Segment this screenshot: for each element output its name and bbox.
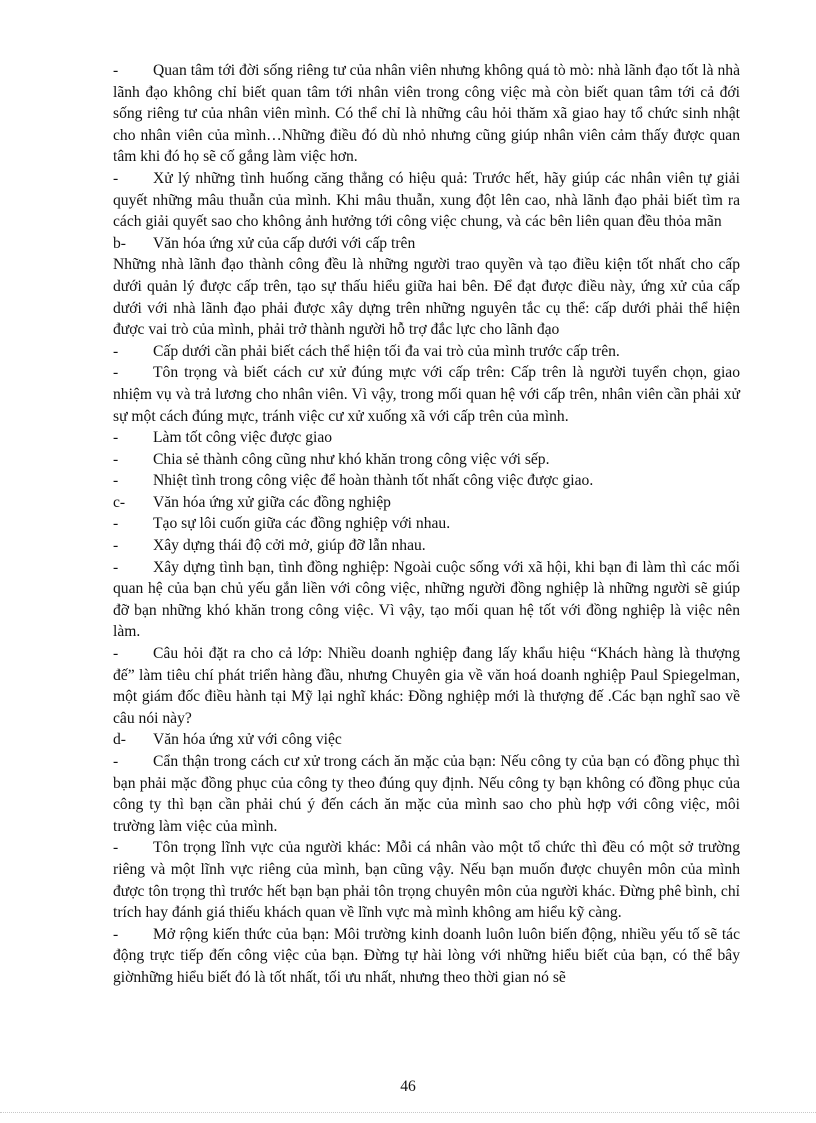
list-marker: - xyxy=(113,558,119,576)
list-marker: - xyxy=(113,472,119,490)
list-marker: - xyxy=(113,342,119,360)
paragraph-text: Xây dựng thái độ cởi mở, giúp đỡ lẫn nhau. xyxy=(153,537,426,555)
paragraph-text: Chia sẻ thành công cũng như khó khăn trong công việc với sếp. xyxy=(153,450,550,468)
list-marker: - xyxy=(113,753,119,770)
page-number: 46 xyxy=(400,1078,416,1095)
paragraph-text: Văn hóa ứng xử của cấp dưới với cấp trên xyxy=(153,234,416,252)
list-item xyxy=(113,60,740,168)
list-item xyxy=(113,341,740,363)
paragraph-text: Nhiệt tình trong công việc để hoàn thành tốt nhất công việc được giao. xyxy=(153,472,594,490)
list-item xyxy=(113,168,740,233)
list-marker: - xyxy=(113,515,119,533)
list-marker: - xyxy=(113,450,119,468)
paragraph-text: Câu hỏi đặt ra cho cả lớp: Nhiều doanh nghiệp đang lấy khẩu hiệu “Khách hàng là thượng đế” làm tiêu chí phát triển hàng đầu, nhưng Chuyên gia về văn hoá doanh nghiệp Paul Spiegelman, một giám đốc điều hành tại Mỹ lại nghĩ khác: Đồng nghiệp mới là thượng đế .Các bạn nghĩ sao về câu nói này? xyxy=(113,645,740,727)
paragraph-text: Cẩn thận trong cách cư xử trong cách ăn mặc của bạn: Nếu công ty của bạn có đồng phục thì bạn phải mặc đồng phục của công ty theo đúng quy định. Nếu công ty bạn không có đồng phục của công ty thì bạn cần phải chú ý đến cách ăn mặc của mình sao cho phù hợp với công việc, môi trường làm việc của mình. xyxy=(113,753,740,835)
list-item xyxy=(113,643,740,729)
list-marker: c- xyxy=(113,493,126,511)
list-marker: - xyxy=(113,839,119,857)
paragraph xyxy=(113,254,740,340)
paragraph-text: Làm tốt công việc được giao xyxy=(153,429,333,447)
paragraph-text: Văn hóa ứng xử với công việc xyxy=(153,731,342,749)
paragraph-text: Xử lý những tình huống căng thẳng có hiệu quả: Trước hết, hãy giúp các nhân viên tự giải quyết những mâu thuẫn của mình. Khi mâu thuẫn, xung đột lên cao, nhà lãnh đạo phải biết tìm ra cách giải quyết sao cho không ảnh hưởng tới công việc chung, và các bên liên quan đều thỏa mãn xyxy=(113,169,740,231)
list-marker: - xyxy=(113,364,119,382)
list-item xyxy=(113,362,740,427)
list-item xyxy=(113,470,740,492)
paragraph-text: Tạo sự lôi cuốn giữa các đồng nghiệp với nhau. xyxy=(153,515,451,533)
page-body xyxy=(113,60,740,989)
page-bottom-border xyxy=(0,1112,816,1113)
paragraph-text: Văn hóa ứng xử giữa các đồng nghiệp xyxy=(153,493,391,511)
paragraph-text: Xây dựng tình bạn, tình đồng nghiệp: Ngoài cuộc sống với xã hội, khi bạn đi làm thì các mối quan hệ của bạn chủ yếu gắn liền với công việc, những người đồng nghiệp là những người sẽ giúp đỡ bạn những khó khăn trong công việc. Vì vậy, tạo mối quan hệ tốt với đồng nghiệp là việc nên làm. xyxy=(113,558,740,641)
list-item xyxy=(113,233,740,255)
paragraph-text: Cấp dưới cần phải biết cách thể hiện tối đa vai trò của mình trước cấp trên. xyxy=(153,342,620,360)
list-marker: - xyxy=(113,925,119,943)
list-marker: d- xyxy=(113,731,126,749)
list-item xyxy=(113,924,740,989)
paragraph-text: Quan tâm tới đời sống riêng tư của nhân viên nhưng không quá tò mò: nhà lãnh đạo tốt là nhà lãnh đạo không chỉ biết quan tâm tới nhân viên trong công việc mà còn biết quan tâm tới cả đới sống riêng tư của nhân viên mình. Có thể chỉ là những câu hỏi thăm xã giao hay tổ chức sinh nhật cho nhân viên của mình…Những điều đó dù nhỏ nhưng cũng giúp nhân viên cảm thấy được quan tâm khi đó họ sẽ cố gắng làm việc hơn. xyxy=(113,62,740,166)
list-marker: - xyxy=(113,62,119,79)
list-item xyxy=(113,557,740,643)
list-item xyxy=(113,449,740,471)
list-marker: - xyxy=(113,645,119,663)
list-marker: - xyxy=(113,169,119,187)
paragraph-text: Mở rộng kiến thức của bạn: Môi trường kinh doanh luôn luôn biến động, nhiều yếu tố sẽ tác động trực tiếp đến công việc của bạn. Đừng tự hài lòng với những hiểu biết của bạn, có thể bây giờnhững hiểu biết đó là tốt nhất, tối ưu nhất, nhưng theo thời gian nó sẽ xyxy=(113,925,740,986)
list-item xyxy=(113,427,740,449)
list-marker: - xyxy=(113,429,119,447)
list-item xyxy=(113,513,740,535)
paragraph-text: Tôn trọng và biết cách cư xử đúng mực với cấp trên: Cấp trên là người tuyển chọn, giao nhiệm vụ và trả lương cho nhân viên. Vì vậy, trong mối quan hệ với cấp trên, nhân viên cần phải xử sự một cách đúng mực, tránh việc cư xử xuống xã với cấp trên của mình. xyxy=(113,364,740,425)
list-item xyxy=(113,751,740,837)
paragraph-text: Tôn trọng lĩnh vực của người khác: Mỗi cá nhân vào một tổ chức thì đều có một sở trường riêng và một lĩnh vực riêng của mình, bạn cũng vậy. Nếu bạn muốn được chuyên môn của mình được tôn trọng thì trước hết bạn bạn phải tôn trọng chuyên môn của người khác. Đừng phê bình, chỉ trích hay đánh giá thiếu khách quan về lĩnh vực mà mình không am hiểu kỹ càng. xyxy=(113,839,740,922)
paragraph-text: Những nhà lãnh đạo thành công đều là những người trao quyền và tạo điều kiện tốt nhất cho cấp dưới quản lý được cấp trên, tạo sự thấu hiểu giữa hai bên. Để đạt được điều này, ứng xử của cấp dưới với nhà lãnh đạo phải được xây dựng trên những nguyên tắc cụ thể: cấp dưới phải thể hiện được vai trò của mình, phải trở thành người hỗ trợ đắc lực cho lãnh đạo xyxy=(113,256,740,339)
list-item xyxy=(113,535,740,557)
list-marker: b- xyxy=(113,234,126,252)
list-item xyxy=(113,492,740,514)
list-item xyxy=(113,837,740,923)
list-item xyxy=(113,729,740,751)
list-marker: - xyxy=(113,537,119,555)
